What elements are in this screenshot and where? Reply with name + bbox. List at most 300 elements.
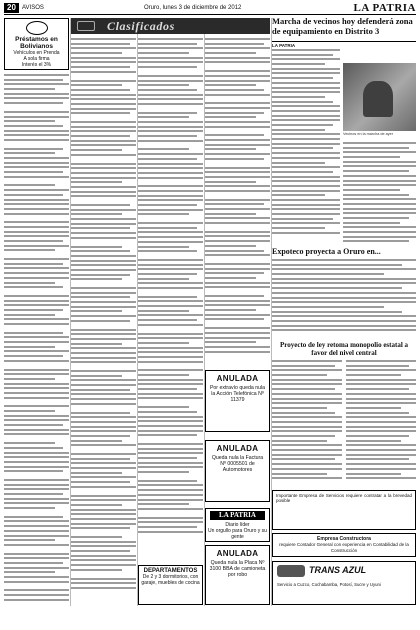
text-line [138,434,197,436]
loans-ad-line: Interés el 3% [21,62,52,68]
text-line [205,304,270,306]
text-line [138,379,203,381]
text-line [138,172,203,174]
text-line [272,426,342,428]
text-line [71,232,136,234]
text-line [4,226,69,228]
classified-column-2 [71,38,136,592]
text-line [4,235,69,237]
text-line [71,495,136,497]
text-line [4,599,69,601]
text-line [205,52,256,54]
text-line [272,68,340,70]
text-line [205,112,264,114]
text-line [71,121,136,123]
text-line [205,341,256,343]
text-line [4,282,55,284]
text-line [71,518,136,520]
headline-proyecto: Proyecto de ley retoma monopolio estatal a favor del nivel central [279,341,409,357]
text-line [138,356,203,358]
text-line [346,388,409,390]
text-line [4,415,69,417]
text-line [272,477,342,479]
text-line [4,369,69,371]
text-line [71,94,136,96]
text-line [272,325,416,327]
text-line [138,231,203,233]
text-line [205,107,270,109]
text-line [138,324,203,326]
text-line [138,135,197,137]
text-line [4,194,63,196]
transport-ad [272,561,416,605]
text-line [205,84,256,86]
text-line [71,426,136,428]
text-line [272,468,342,470]
la-patria-line: Un orgullo para Oruro y su gente [208,528,267,540]
text-line [205,38,270,40]
text-line [272,227,325,229]
text-line [71,389,130,391]
text-line [138,471,189,473]
text-line [205,185,270,187]
text-line [205,309,256,311]
text-line [272,49,340,51]
text-line [205,199,270,201]
text-line [205,235,270,237]
text-line [71,250,130,252]
text-line [138,369,203,371]
headline-expoteco: Expoteco proyecta a Oruro en... [272,247,381,256]
text-line [71,71,136,73]
text-line [71,555,136,557]
text-line [4,530,69,532]
text-line [4,221,69,223]
text-line [4,304,69,306]
text-line [4,240,63,242]
text-line [71,269,136,271]
text-line [272,166,340,168]
text-line [71,195,136,197]
text-line [71,375,122,377]
anulada-title: ANULADA [216,374,259,383]
text-line [343,240,409,242]
text-line [71,499,136,501]
text-line [71,130,136,132]
text-line [138,296,197,298]
text-line [138,246,189,248]
text-line [138,347,203,349]
text-line [4,341,69,343]
text-line [71,578,136,580]
text-line [272,360,342,362]
loans-ad-line: Vehículos en Prenda [13,50,60,56]
text-line [138,43,197,45]
anulada-title: ANULADA [216,549,259,558]
text-line [343,180,416,182]
text-line [205,171,270,173]
text-line [138,103,203,105]
text-line [138,484,203,486]
text-line [138,333,203,335]
text-line [71,550,130,552]
text-line [71,108,136,110]
text-line [71,38,136,40]
text-line [71,430,136,432]
text-line [343,194,409,196]
text-line [272,185,340,187]
text-line [138,305,203,307]
text-line [71,237,136,239]
text-line [71,223,136,225]
text-line [4,350,69,352]
text-line [71,472,122,474]
text-line [71,412,130,414]
text-line [71,541,136,543]
text-line [71,246,122,248]
text-line [71,582,136,584]
text-line [71,255,136,257]
text-line [205,231,270,233]
text-line [71,315,136,317]
text-line [272,157,340,159]
text-line [346,458,409,460]
text-line [4,231,69,233]
text-line [4,245,69,247]
constructora-title: Empresa Constructora [317,536,371,542]
text-line [346,421,416,423]
text-line [272,204,340,206]
text-line [71,398,136,400]
text-line [205,181,256,183]
text-line [71,435,130,437]
text-line [4,488,69,490]
text-line [272,124,333,126]
text-line [138,84,189,86]
text-line [272,152,340,154]
text-line [4,502,69,504]
text-line [4,332,63,334]
text-line [4,516,63,518]
text-line [71,453,136,455]
text-line [138,80,203,82]
text-line [4,360,69,362]
text-line [272,393,342,395]
la-patria-ad [205,508,270,542]
text-line [71,352,136,354]
text-line [4,277,69,279]
text-line [272,407,327,409]
text-line [138,66,197,68]
text-line [138,209,203,211]
text-line [71,320,130,322]
text-line [138,443,203,445]
text-line [272,82,340,84]
text-line [4,88,55,90]
text-line [4,300,69,302]
text-line [71,370,136,372]
text-line [272,190,340,192]
text-line [272,264,402,266]
text-line [205,250,264,252]
text-line [272,101,333,103]
text-line [4,567,69,569]
text-line [343,151,416,153]
la-patria-line: Diario líder [225,522,250,528]
text-line [138,167,203,169]
text-line [71,126,136,128]
text-line [4,83,69,85]
text-line [138,190,203,192]
text-line [4,553,69,555]
text-line [205,43,264,45]
text-line [71,172,136,174]
text-line [343,198,416,200]
text-line [4,544,69,546]
text-line [71,274,130,276]
text-line [272,473,327,475]
text-line [272,388,335,390]
text-line [138,273,197,275]
text-line [343,170,409,172]
text-line [4,479,69,481]
text-line [205,47,270,49]
text-line [272,458,335,460]
text-line [346,468,416,470]
text-line [205,203,264,205]
text-line [138,185,203,187]
text-line [71,52,122,54]
text-line [205,327,270,329]
text-line [272,311,402,313]
text-line [138,204,197,206]
text-line [138,383,203,385]
text-line [205,94,270,96]
anulada-title: ANULADA [216,444,259,453]
text-line [346,412,409,414]
news-body-right [343,142,416,245]
text-line [272,119,340,121]
text-line [346,477,416,479]
text-line [71,140,136,142]
text-line [138,112,197,114]
text-line [71,403,136,405]
text-line [272,208,340,210]
text-line [346,444,416,446]
text-line [4,433,69,435]
text-line [138,268,203,270]
text-line [346,393,416,395]
text-line [346,449,416,451]
text-line [272,374,327,376]
text-line [138,406,189,408]
text-line [138,287,203,289]
text-line [138,457,197,459]
text-line [272,379,342,381]
text-line [138,374,189,376]
text-line [4,134,69,136]
text-line [346,383,416,385]
text-line [4,466,69,468]
text-line [272,171,333,173]
text-line [205,213,256,215]
anulada-body: Queda nula la Placa Nº 3100 BBA de camioneta por robo [209,560,266,578]
text-line [205,286,270,288]
text-line [71,338,136,340]
text-line [138,140,203,142]
text-line [138,250,197,252]
text-line [4,286,63,288]
text-line [71,306,136,308]
text-line [71,569,122,571]
text-line [272,398,342,400]
text-line [138,158,197,160]
text-line [272,180,340,182]
text-line [205,208,270,210]
text-line [4,535,69,537]
departamentos-ad [138,565,203,605]
text-line [272,87,340,89]
text-line [138,425,203,427]
text-line [138,462,203,464]
text-line [272,259,416,261]
text-line [272,383,342,385]
text-line [205,268,270,270]
text-line [346,426,416,428]
text-line [272,440,327,442]
text-line [138,361,203,363]
text-line [71,587,136,589]
text-line [272,463,342,465]
text-line [205,148,256,150]
text-line [71,227,130,229]
text-line [346,463,416,465]
text-line [138,163,203,165]
text-line [343,231,416,233]
text-line [138,521,203,523]
text-line [138,393,203,395]
text-line [71,264,136,266]
text-line [272,282,416,284]
text-line [4,323,69,325]
text-line [4,189,69,191]
text-line [71,43,130,45]
text-line [272,301,416,303]
text-line [343,208,416,210]
news-body-expoteco [272,259,416,334]
bus-icon [277,565,305,577]
loans-ad [4,18,69,70]
text-line [205,222,270,224]
loans-ad-line: A sola firma [23,56,50,62]
text-line [138,199,203,201]
text-line [272,444,342,446]
text-line [138,121,203,123]
text-line [138,452,203,454]
news-photo [343,63,416,131]
masthead: LA PATRIA [353,2,416,14]
text-line [4,594,69,596]
text-line [4,272,69,274]
text-line [138,503,189,505]
text-line [346,416,416,418]
text-line [4,424,63,426]
text-line [4,213,69,215]
anulada-ad [205,370,270,432]
transport-body: Servicio a Cuzco, Cochabamba, Potosí, Sucre y Uyuni [277,582,381,587]
page-number: 20 [4,3,19,13]
text-line [138,227,197,229]
text-line [272,129,325,131]
text-line [138,57,203,59]
text-line [205,314,270,316]
services-ad: Importante Empresa de Servicios requiere contratar a la brevedad posible [272,490,416,530]
text-line [138,508,203,510]
text-line [138,499,203,501]
text-line [272,105,340,107]
text-line [343,165,416,167]
constructora-ad [272,533,416,557]
text-line [272,63,325,65]
text-line [138,342,189,344]
text-line [138,94,203,96]
text-line [343,142,416,144]
text-line [71,467,136,469]
text-line [4,484,69,486]
text-line [343,156,400,158]
text-line [138,319,197,321]
text-line [272,218,333,220]
text-line [4,562,63,564]
text-line [205,134,264,136]
text-line [272,430,342,432]
text-line [71,213,122,215]
text-line [205,121,270,123]
text-line [272,416,342,418]
text-line [71,361,136,363]
text-line [272,320,416,322]
text-line [138,337,203,339]
text-line [4,263,63,265]
text-line [346,430,416,432]
text-line [272,402,342,404]
text-line [71,509,136,511]
text-line [4,461,69,463]
text-line [272,292,416,294]
text-line [138,236,203,238]
text-line [138,278,189,280]
departamentos-title: DEPARTAMENTOS [143,568,198,574]
text-line [4,157,69,159]
text-line [272,54,333,56]
text-line [4,162,69,164]
text-line [4,419,69,421]
text-line [346,369,416,371]
text-line [138,264,203,266]
text-line [272,297,416,299]
text-line [138,177,203,179]
text-line [4,171,63,173]
text-line [4,208,69,210]
text-line [346,379,416,381]
text-line [272,273,384,275]
text-line [138,531,203,533]
text-line [71,545,136,547]
text-line [4,111,69,113]
text-line [4,176,69,178]
text-line [4,392,69,394]
text-line [343,161,416,163]
